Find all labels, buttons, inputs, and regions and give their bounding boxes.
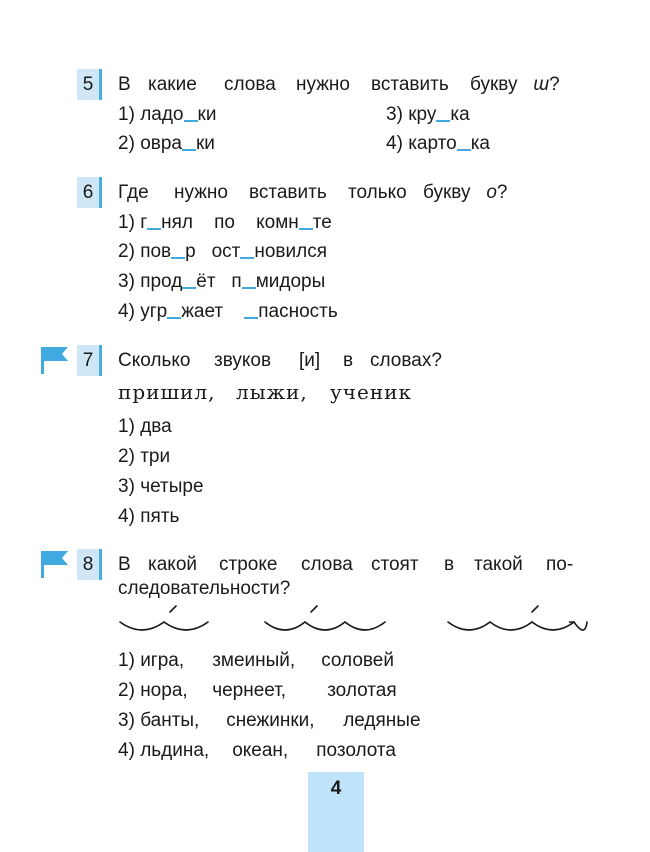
option: 3) прод ёт п мидоры [118,271,326,292]
option: 4) угр жает пасность [118,301,338,322]
option: 3) четыре [118,476,204,497]
option: 1) г нял по комн те [118,212,332,233]
question-text-line2: следовательности? [118,578,291,599]
flag-icon [40,345,70,375]
option: 2) три [118,446,171,467]
syllable-scheme [110,600,600,640]
question-text: В какие слова нужно вставить букву ш? [118,74,560,95]
option: 3) кру ка [386,104,470,125]
page-number: 4 [330,778,342,799]
option: 2) пов р ост новился [118,241,327,262]
option: 3) банты, снежинки, ледяные [118,710,421,731]
option: 1) игра, змеиный, соловей [118,650,394,671]
flag-icon [40,549,70,579]
option: 1) ладо ки [118,104,217,125]
question-text: Сколько звуков [и] в словах? [118,350,442,371]
option: 2) овра ки [118,133,215,154]
option: 4) карто ка [386,133,490,154]
question-number: 6 [77,177,102,208]
option: 1) два [118,416,172,437]
question-number: 5 [77,69,102,100]
question-number: 8 [77,549,102,580]
question-text: В какой строке слова стоят в такой по- [118,554,574,575]
question-text: Где нужно вставить только букву о? [118,182,508,203]
option: 4) пять [118,506,180,527]
example-words: пришил, лыжи, ученик [118,380,412,404]
option: 4) льдина, океан, позолота [118,740,396,761]
option: 2) нора, чернеет, золотая [118,680,397,701]
question-number: 7 [77,345,102,376]
